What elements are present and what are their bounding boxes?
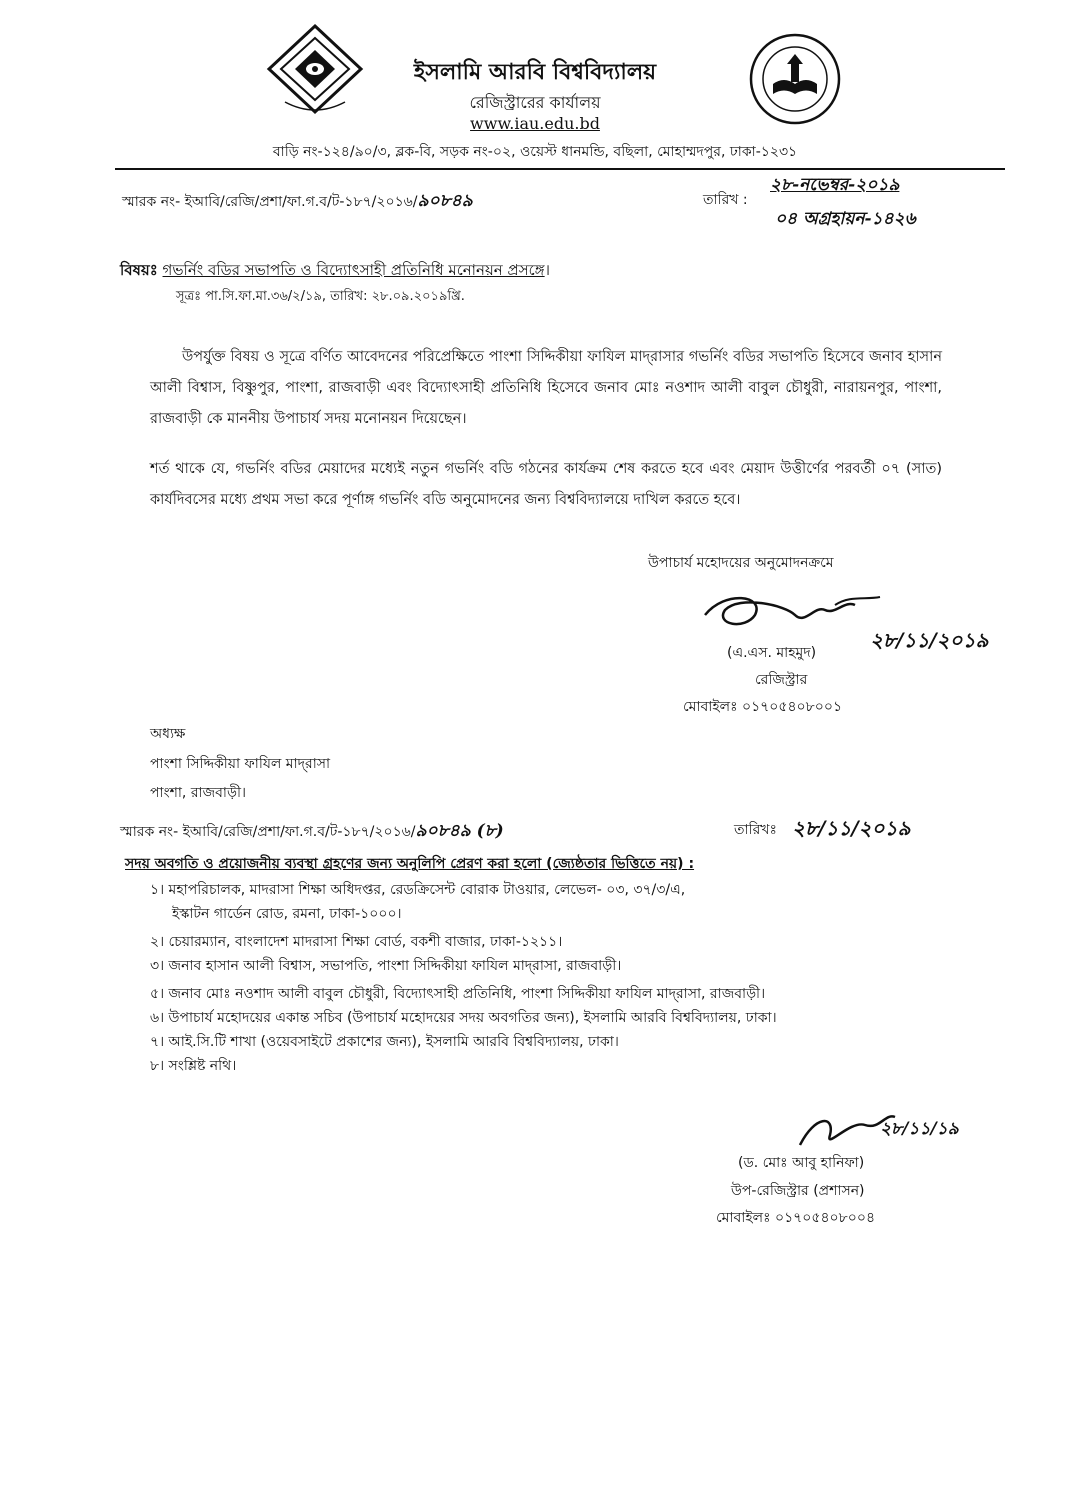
signatory-2-name: (ড. মোঃ আবু হানিফা) <box>738 1155 865 1171</box>
subject-label: বিষয়ঃ <box>120 261 158 279</box>
memo2-reference <box>120 818 504 846</box>
office-name: রেজিস্ট্রারের কার্যালয় <box>469 93 601 112</box>
signatory-2-designation: উপ-রেজিস্ট্রার (প্রশাসন) <box>731 1183 865 1199</box>
signatory-1-designation: রেজিস্ট্রার <box>755 672 808 688</box>
recipient-address: পাংশা, রাজবাড়ী। <box>150 785 246 801</box>
copy-item: ৭। আই.সি.টি শাখা (ওয়েবসাইটে প্রকাশের জন্য), ইসলামি আরবি বিশ্ববিদ্যালয়, ঢাকা। <box>150 1034 619 1050</box>
recipient-title: অধ্যক্ষ <box>150 726 186 742</box>
approval-note: উপাচার্য মহোদয়ের অনুমোদনক্রমে <box>648 555 834 571</box>
memo2-date-hand: ২৮/১১/২০১৯ <box>792 816 911 840</box>
recipient-institution: পাংশা সিদ্দিকীয়া ফাযিল মাদ্‌রাসা <box>150 756 331 772</box>
copy-item: ১। মহাপরিচালক, মাদরাসা শিক্ষা অধিদপ্তর, রেডক্রিসেন্ট বোরাক টাওয়ার, লেভেল- ০৩, ৩৭/৩/এ, <box>150 882 686 898</box>
university-name: ইসলামি আরবি বিশ্ববিদ্যালয় <box>413 60 657 85</box>
copy-item: ৮। সংশ্লিষ্ট নথি। <box>150 1058 237 1074</box>
memo2-ref-number: ৯০৮৪৯ (৮) <box>415 821 504 841</box>
memo-ref-number: ৯০৮৪৯ <box>417 191 473 211</box>
signatory-2-mobile: মোবাইলঃ ০১৭০৫৪০৮০০৪ <box>716 1210 876 1226</box>
copy-heading: সদয় অবগতি ও প্রয়োজনীয় ব্যবস্থা গ্রহণের জন্য অনুলিপি প্রেরণ করা হলো (জ্যেষ্ঠতার ভিত্তিতে নয়) : <box>125 856 695 872</box>
body-paragraph-1: উপর্যুক্ত বিষয় ও সূত্রে বর্ণিত আবেদনের পরিপ্রেক্ষিতে পাংশা সিদ্দিকীয়া ফাযিল মাদ্‌রাসার গভর্নিং বডির সভাপতি হিসেবে জনাব হাসান আলী বিশ্বাস, বিষ্ণুপুর, পাংশা, রাজবাড়ী এবং বিদ্যোৎসাহী প্রতিনিধি হিসেবে জনাব মোঃ নওশাদ আলী বাবুল চৌধুরী, নারায়নপুর, পাংশা, রাজবাড়ী কে মাননীয় উপাচার্য সদয় মনোনয়ন দিয়েছেন। <box>150 349 942 427</box>
copy-item: ২। চেয়ারম্যান, বাংলাদেশ মাদরাসা শিক্ষা বোর্ড, বকশী বাজার, ঢাকা-১২১১। <box>150 934 563 950</box>
subject-source: সূত্রঃ পা.সি.ফা.মা.৩৬/২/১৯, তারিখ: ২৮.০৯.২০১৯খ্রি. <box>176 289 465 304</box>
copy-item: ৬। উপাচার্য মহোদয়ের একান্ত সচিব (উপাচার্য মহোদয়ের সদয় অবগতির জন্য), ইসলামি আরবি বিশ্ববিদ্যালয়, ঢাকা। <box>150 1010 777 1026</box>
signature-date-2: ২৮/১১/১৯ <box>880 1119 959 1139</box>
header-divider <box>115 168 1005 170</box>
subject-text: গভর্নিং বডির সভাপতি ও বিদ্যোৎসাহী প্রতিনিধি মনোনয়ন প্রসঙ্গে <box>162 261 545 279</box>
memo2-date-label: তারিখঃ <box>734 822 777 838</box>
subject-end: । <box>544 261 550 279</box>
copy-item: ৩। জনাব হাসান আলী বিশ্বাস, সভাপতি, পাংশা সিদ্দিকীয়া ফাযিল মাদ্‌রাসা, রাজবাড়ী। <box>150 958 622 974</box>
website-link[interactable]: www.iau.edu.bd <box>470 114 600 133</box>
copy-item: ইস্কাটন গার্ডেন রোড, রমনা, ঢাকা-১০০০। <box>172 906 402 922</box>
memo-date-label: তারিখ : <box>703 192 748 208</box>
signatory-1-name: (এ.এস. মাহমুদ) <box>727 645 817 661</box>
body-paragraph-2: শর্ত থাকে যে, গভর্নিং বডির মেয়াদের মধ্যেই নতুন গভর্নিং বডি গঠনের কার্যক্রম শেষ করতে হবে এবং মেয়াদ উত্তীর্ণের পরবর্তী ০৭ (সাত) কার্যদিবসের মধ্যে প্রথম সভা করে পূর্ণাঙ্গ গভর্নিং বডি অনুমোদনের জন্য বিশ্ববিদ্যালয়ে দাখিল করতে হবে। <box>150 461 942 508</box>
memo2-ref-label: স্মারক নং- ইআবি/রেজি/প্রশা/ফা.গ.ব/ট-১৮৭/২০১৬/ <box>120 824 416 840</box>
copy-list <box>150 878 777 1078</box>
subject-line <box>120 259 550 284</box>
memo-date-hand-1: ২৮-নভেম্বর-২০১৯ <box>770 175 900 195</box>
address: বাড়ি নং-১২৪/৯০/৩, ব্লক-বি, সড়ক নং-০২, ওয়েস্ট ধানমন্ডি, বছিলা, মোহাম্মদপুর, ঢাকা-১২৩১ <box>272 144 798 160</box>
memo-reference <box>122 188 473 216</box>
signature-date-1: ২৮/১১/২০১৯ <box>870 628 989 652</box>
memo-date-hand-2: ০৪ অগ্রহায়ন-১৪২৬ <box>775 209 916 229</box>
memo-ref-label: স্মারক নং- ইআবি/রেজি/প্রশা/ফা.গ.ব/ট-১৮৭/২০১৬/ <box>122 194 418 210</box>
signatory-1-mobile: মোবাইলঃ ০১৭০৫৪০৮০০১ <box>683 699 843 715</box>
copy-item: ৫। জনাব মোঃ নওশাদ আলী বাবুল চৌধুরী, বিদ্যোৎসাহী প্রতিনিধি, পাংশা সিদ্দিকীয়া ফাযিল মাদ্‌রাসা, রাজবাড়ী। <box>150 986 766 1002</box>
